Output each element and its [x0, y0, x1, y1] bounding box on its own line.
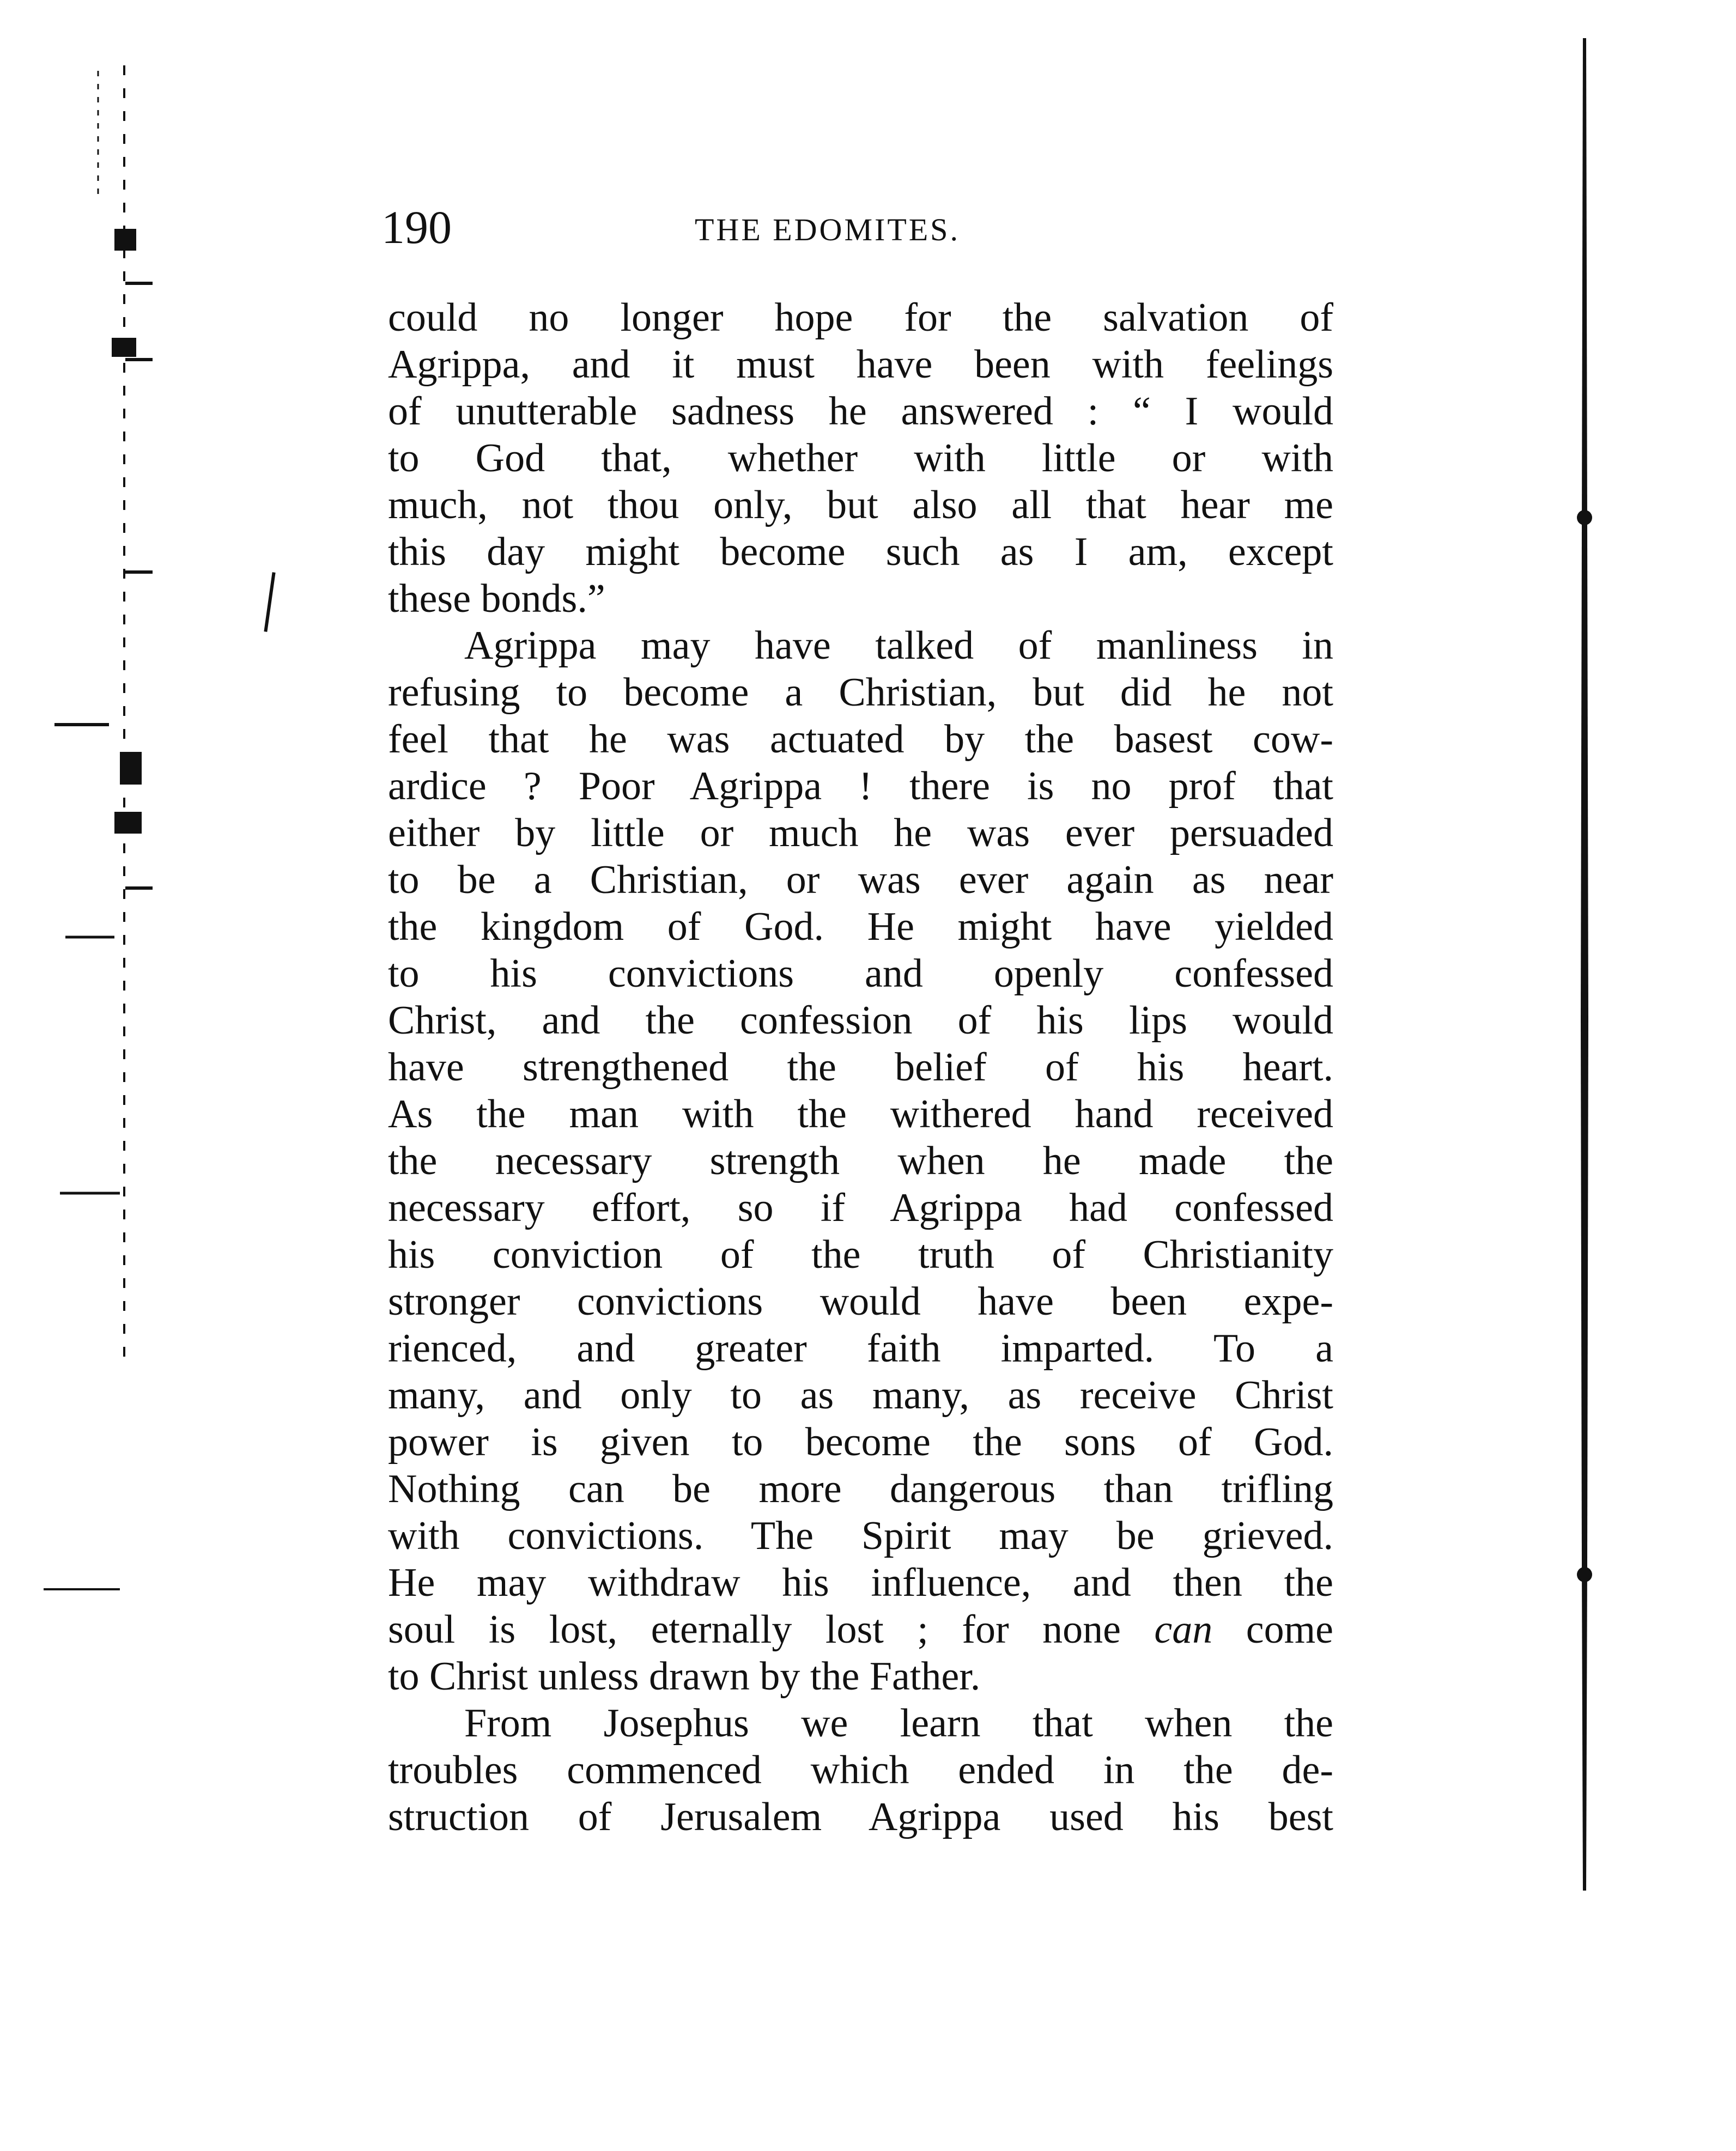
text-line: stronger convictions would have been expe- — [388, 1279, 1333, 1324]
text-segment: come — [1212, 1607, 1333, 1652]
text-line: with convictions. The Spirit may be grieved. — [388, 1514, 1333, 1558]
text-line: From Josephus we learn that when the — [464, 1701, 1333, 1746]
text-line: the necessary strength when he made the — [388, 1139, 1333, 1183]
text-line: his conviction of the truth of Christianity — [388, 1232, 1333, 1277]
scan-gutter-marks — [44, 54, 153, 1417]
text-line: could no longer hope for the salvation of — [388, 295, 1333, 340]
text-line: Nothing can be more dangerous than trifling — [388, 1467, 1333, 1511]
text-line: power is given to become the sons of God. — [388, 1420, 1333, 1465]
text-line: the kingdom of God. He might have yielded — [388, 904, 1333, 949]
running-title: THE EDOMITES. — [695, 212, 960, 247]
text-line: this day might become such as I am, except — [388, 530, 1333, 574]
text-line: As the man with the withered hand received — [388, 1092, 1333, 1137]
text-segment: soul is lost, eternally lost ; for none — [388, 1607, 1155, 1652]
text-line: have strengthened the belief of his heart. — [388, 1045, 1333, 1090]
binding-edge — [1576, 38, 1593, 1891]
text-line: struction of Jerusalem Agrippa used his best — [388, 1795, 1333, 1839]
text-line: to God that, whether with little or with — [388, 436, 1333, 481]
text-line: to Christ unless drawn by the Father. — [388, 1654, 981, 1699]
text-line: either by little or much he was ever persuaded — [388, 811, 1333, 855]
text-line: many, and only to as many, as receive Christ — [388, 1373, 1333, 1418]
text-line: necessary effort, so if Agrippa had confessed — [388, 1186, 1333, 1230]
page-number: 190 — [381, 201, 452, 253]
text-line: to be a Christian, or was ever again as near — [388, 858, 1333, 902]
stray-mark — [264, 572, 275, 632]
text-line: Agrippa, and it must have been with feelings — [388, 342, 1333, 387]
text-line: rienced, and greater faith imparted. To a — [388, 1326, 1333, 1371]
text-line: feel that he was actuated by the basest cow- — [388, 717, 1333, 762]
text-line: to his convictions and openly confessed — [388, 951, 1333, 996]
text-line: troubles commenced which ended in the de- — [388, 1748, 1333, 1792]
text-line: Christ, and the confession of his lips would — [388, 998, 1333, 1043]
text-line: He may withdraw his influence, and then the — [388, 1560, 1333, 1605]
text-line: of unutterable sadness he answered : “ I would — [388, 389, 1333, 434]
text-line: these bonds.” — [388, 576, 605, 621]
left-margin-rule — [44, 1588, 120, 1590]
running-head — [381, 197, 1332, 257]
text-line: much, not thou only, but also all that hear me — [388, 483, 1333, 527]
text-line: refusing to become a Christian, but did he not — [388, 670, 1333, 715]
text-line: ardice ? Poor Agrippa ! there is no prof that — [388, 764, 1333, 809]
text-line-mixed — [388, 1606, 1333, 1653]
body-text — [388, 294, 1333, 1840]
italic-word: can — [1154, 1607, 1213, 1652]
text-line: Agrippa may have talked of manliness in — [464, 623, 1333, 668]
